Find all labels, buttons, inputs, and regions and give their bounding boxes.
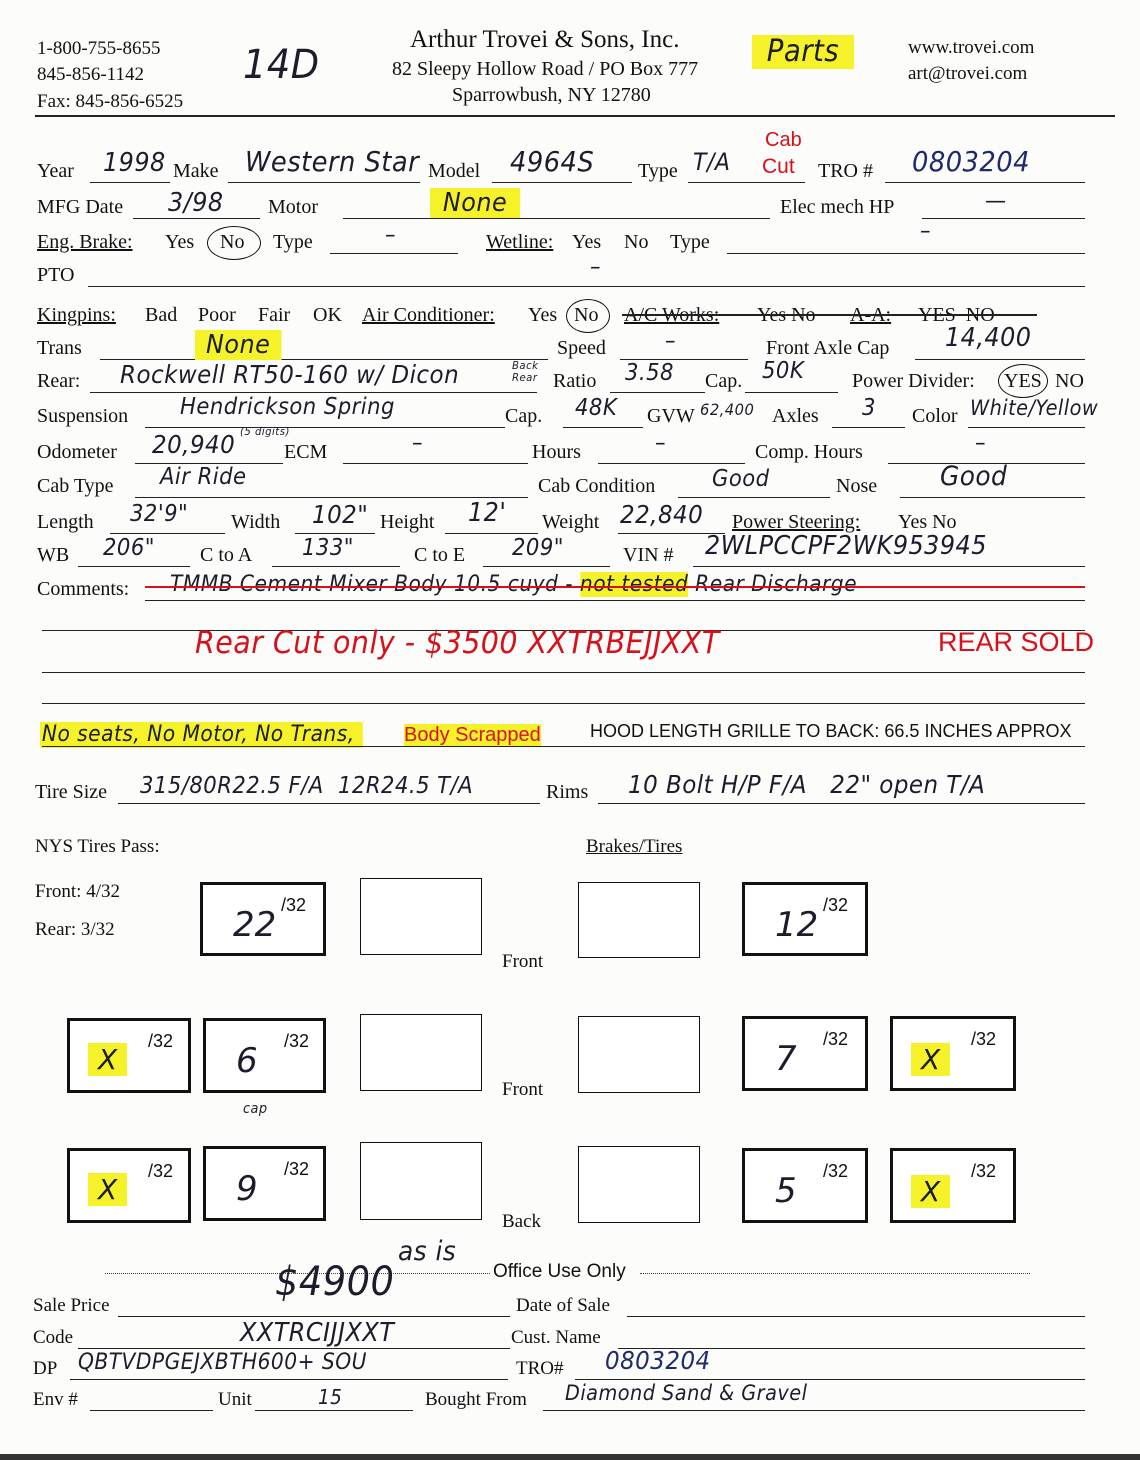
type-label: Type (638, 160, 678, 182)
code-value[interactable]: XXTRCIJJXXT (240, 1318, 395, 1348)
office-use-title: Office Use Only (493, 1261, 626, 1282)
model-label: Model (428, 160, 481, 182)
suspension-cap-line (563, 427, 643, 428)
weight-value[interactable]: 22,840 (620, 500, 704, 529)
aa-label: A-A: (850, 304, 892, 326)
comments-line-4 (42, 703, 1085, 704)
rear-cut-note[interactable]: Rear Cut only - $3500 XXTRBEJJXXT (195, 625, 720, 661)
wetline-type-line (727, 253, 1085, 254)
office-tro-label: TRO# (516, 1358, 564, 1379)
kingpins-poor[interactable]: Poor (198, 304, 236, 326)
rear-pass-spec: Rear: 3/32 (35, 919, 115, 940)
ecm-label: ECM (284, 441, 328, 463)
company-city: Sparrowbush, NY 12780 (452, 84, 651, 106)
air-conditioner-no[interactable]: No (574, 304, 599, 326)
type-line (688, 182, 805, 183)
rear-sold-note: REAR SOLD (938, 627, 1095, 657)
body-scrapped-highlight: Body Scrapped (404, 724, 541, 746)
power-steering-label: Power Steering: (732, 511, 861, 533)
tro-line (885, 182, 1085, 183)
suspension-label: Suspension (37, 405, 129, 427)
mfg-date-line (133, 218, 260, 219)
front-axle-label-1: Front (502, 951, 544, 972)
tread-value: 9 (236, 1169, 258, 1209)
front-axle-cap-value[interactable]: 14,400 (945, 323, 1032, 353)
office-tro-line (575, 1379, 1085, 1380)
elec-mech-hp-line (922, 218, 1085, 219)
dp-line (70, 1379, 508, 1380)
make-value[interactable]: Western Star (245, 145, 420, 178)
speed-value[interactable]: – (665, 328, 677, 354)
tread-value: 7 (775, 1039, 797, 1079)
brake-box[interactable] (360, 1014, 482, 1091)
c-to-e-value[interactable]: 209" (512, 535, 564, 561)
eng-brake-type-label: Type (273, 231, 313, 253)
env-line[interactable] (90, 1410, 213, 1411)
tro-label: TRO # (818, 160, 873, 182)
tread-value: X (911, 1043, 950, 1076)
make-line (228, 182, 420, 183)
category-parts: Parts (752, 35, 854, 69)
comments-struck-text[interactable] (170, 574, 857, 596)
fax: Fax: 845-856-6525 (37, 91, 184, 112)
vin-line (693, 566, 1085, 567)
color-label: Color (912, 405, 958, 427)
phone-1: 1-800-755-8655 (37, 38, 161, 59)
date-of-sale-label: Date of Sale (516, 1295, 610, 1316)
phone-2: 845-856-1142 (37, 64, 144, 85)
tread-value: X (911, 1175, 950, 1208)
type-value[interactable]: T/A (693, 148, 731, 176)
scan-bottom-edge (0, 1454, 1140, 1460)
power-divider-no[interactable]: NO (1055, 370, 1084, 392)
hours-label: Hours (532, 441, 581, 463)
c-to-e-label: C to E (414, 544, 466, 566)
tread-value: 12 (775, 905, 819, 945)
comments-struck-a: TMMB Cement Mixer Body 10.5 cuyd - (170, 572, 580, 597)
vin-label: VIN # (623, 544, 674, 566)
date-of-sale-line[interactable] (627, 1316, 1085, 1317)
height-line (445, 533, 538, 534)
model-line (492, 182, 632, 183)
wetline-label: Wetline: (486, 231, 554, 253)
hours-line (598, 463, 745, 464)
rims-label: Rims (546, 781, 589, 803)
dp-value[interactable]: QBTVDPGEJXBTH600+ SOU (78, 1350, 367, 1375)
nose-label: Nose (836, 475, 878, 497)
axles-line (832, 427, 905, 428)
axles-label: Axles (772, 405, 819, 427)
unit-line (255, 1410, 413, 1411)
front-axle-cap-line (915, 359, 1085, 360)
length-label: Length (37, 511, 94, 533)
gvw-label: GVW (647, 405, 695, 427)
front-axle-label-2: Front (502, 1079, 544, 1100)
bought-from-line (543, 1410, 1085, 1411)
comments-label: Comments: (37, 578, 130, 600)
ac-works-yes-no: Yes No (757, 304, 816, 326)
width-label: Width (231, 511, 281, 533)
per-32-label: /32 (281, 895, 307, 915)
unit-value[interactable]: 15 (318, 1385, 343, 1409)
c-to-a-line (272, 566, 400, 567)
brake-box[interactable] (578, 1016, 700, 1093)
cab-type-label: Cab Type (37, 475, 114, 497)
comments-line-1 (145, 600, 1085, 601)
eng-brake-label: Eng. Brake: (37, 231, 133, 253)
sale-price-line (118, 1316, 510, 1317)
ratio-line (610, 392, 705, 393)
code-label: Code (33, 1327, 74, 1348)
office-divider-right (640, 1273, 1030, 1274)
kingpins-ok[interactable]: OK (313, 304, 342, 326)
tire-box[interactable] (742, 882, 868, 956)
odometer-value[interactable]: 20,940 (152, 430, 236, 459)
wetline-yes[interactable]: Yes (572, 231, 602, 253)
width-value[interactable]: 102" (312, 500, 369, 529)
comments-red-strikethrough (145, 586, 1085, 588)
eng-brake-no[interactable]: No (220, 231, 245, 253)
hood-length-note: HOOD LENGTH GRILLE TO BACK: 66.5 INCHES APPROX (590, 721, 1072, 741)
per-32-label: /32 (148, 1161, 174, 1181)
bought-from-value[interactable]: Diamond Sand & Gravel (565, 1381, 808, 1405)
c-to-e-line (483, 566, 610, 567)
mfg-date-value[interactable]: 3/98 (168, 188, 224, 218)
per-32-label: /32 (284, 1159, 310, 1179)
cab-condition-line (678, 497, 830, 498)
per-32-label: /32 (971, 1161, 997, 1181)
aa-yes-no: YES NO (918, 304, 995, 326)
rims-value[interactable]: 10 Bolt H/P F/A 22" open T/A (628, 770, 986, 799)
ac-works-strikethrough (622, 314, 1037, 316)
vin-value[interactable]: 2WLPCCPF2WK953945 (705, 531, 987, 561)
tro-value[interactable]: 0803204 (912, 145, 1030, 178)
rear-cap-value[interactable]: 50K (762, 358, 805, 384)
c-to-a-value[interactable]: 133" (302, 535, 354, 561)
tire-box[interactable] (200, 882, 326, 956)
tread-value: X (88, 1173, 127, 1206)
ecm-value[interactable]: – (412, 430, 424, 456)
rims-line (598, 803, 1085, 804)
air-conditioner-label: Air Conditioner: (362, 304, 495, 326)
pto-label: PTO (37, 264, 75, 286)
elec-mech-hp-value[interactable]: — (985, 188, 1007, 214)
stock-number: 14D (243, 42, 320, 88)
axles-value[interactable]: 3 (862, 395, 876, 421)
air-conditioner-selected-circle (566, 299, 610, 333)
cab-cut-note-2: Cut (762, 155, 795, 178)
brake-box[interactable] (360, 1142, 482, 1220)
company-address: 82 Sleepy Hollow Road / PO Box 777 (392, 58, 699, 80)
sale-price-value[interactable]: $4900 (275, 1259, 395, 1305)
unit-label: Unit (218, 1389, 252, 1410)
power-divider-label: Power Divider: (852, 370, 975, 392)
email: art@trovei.com (908, 63, 1028, 84)
nose-value[interactable]: Good (940, 461, 1008, 492)
cap-note: cap (243, 1101, 268, 1117)
back-axle-label: Back (502, 1211, 542, 1232)
ratio-value[interactable]: 3.58 (625, 360, 674, 386)
tire-box[interactable] (742, 1016, 868, 1091)
power-divider-selected-circle (998, 364, 1048, 398)
bought-from-label: Bought From (425, 1389, 527, 1410)
sale-price-label: Sale Price (33, 1295, 110, 1316)
per-32-label: /32 (823, 1161, 849, 1181)
color-line (968, 427, 1085, 428)
hours-value[interactable]: – (655, 430, 667, 456)
year-line (90, 182, 170, 183)
header-divider (35, 115, 1115, 117)
tire-box[interactable] (890, 1148, 1016, 1223)
cust-name-label: Cust. Name (511, 1327, 601, 1348)
rear-note: Back Rear (512, 359, 539, 384)
rear-value[interactable]: Rockwell RT50-160 w/ Dicon (120, 360, 460, 389)
ratio-label: Ratio (553, 370, 597, 392)
tire-box[interactable] (203, 1146, 326, 1221)
tire-size-value[interactable]: 315/80R22.5 F/A 12R24.5 T/A (140, 773, 474, 799)
office-tro-value[interactable]: 0803204 (605, 1346, 711, 1375)
kingpins-bad[interactable]: Bad (145, 304, 178, 326)
front-axle-cap-label: Front Axle Cap (766, 337, 890, 359)
pto-value[interactable]: – (590, 254, 602, 280)
cab-cut-note-1: Cab (765, 129, 802, 151)
motor-line (343, 218, 770, 219)
gvw-value[interactable]: 62,400 (700, 400, 755, 419)
company-name: Arthur Trovei & Sons, Inc. (410, 26, 680, 53)
brake-box[interactable] (360, 878, 482, 955)
nose-line (900, 497, 1085, 498)
year-value[interactable]: 1998 (103, 148, 166, 178)
motor-label: Motor (268, 196, 318, 218)
cab-type-value[interactable]: Air Ride (160, 464, 247, 490)
kingpins-fair[interactable]: Fair (258, 304, 291, 326)
dp-label: DP (33, 1358, 58, 1379)
tire-box[interactable] (890, 1016, 1016, 1091)
power-divider-yes[interactable]: YES (1004, 370, 1042, 392)
pto-line (88, 286, 1085, 287)
motor-value[interactable]: None (430, 188, 520, 218)
width-line (295, 533, 375, 534)
as-is-note: as is (398, 1236, 457, 1267)
tread-value: 22 (233, 905, 277, 945)
c-to-a-label: C to A (200, 544, 253, 566)
suspension-value[interactable]: Hendrickson Spring (180, 394, 395, 420)
comp-hours-label: Comp. Hours (755, 441, 863, 463)
odometer-note: (5 digits) (240, 425, 290, 438)
weight-label: Weight (542, 511, 600, 533)
body-scrapped-note (404, 725, 541, 745)
tread-value: 6 (236, 1041, 258, 1081)
power-steering-yes-no[interactable]: Yes No (898, 511, 957, 533)
no-items-note[interactable]: No seats, No Motor, No Trans, (41, 722, 362, 747)
eng-brake-type-value[interactable]: – (385, 222, 397, 248)
wb-line (78, 566, 190, 567)
wetline-type-label: Type (670, 231, 710, 253)
brake-box[interactable] (578, 882, 700, 958)
rear-cap-line (745, 392, 838, 393)
model-value[interactable]: 4964S (510, 145, 595, 178)
eng-brake-type-line (330, 253, 458, 254)
per-32-label: /32 (823, 1029, 849, 1049)
comp-hours-value[interactable]: – (975, 430, 987, 456)
speed-label: Speed (557, 337, 606, 359)
cab-condition-label: Cab Condition (538, 475, 656, 497)
front-pass-spec: Front: 4/32 (35, 881, 120, 902)
mfg-date-label: MFG Date (37, 196, 124, 218)
ac-works-label: A/C Works: (624, 304, 720, 326)
eng-brake-selected-circle (207, 226, 261, 260)
tire-box[interactable] (67, 1148, 191, 1223)
comments-struck-highlight: not tested (579, 572, 689, 597)
tread-value: X (88, 1043, 127, 1076)
comments-line-5 (42, 746, 1085, 747)
ecm-line (343, 463, 528, 464)
color-value[interactable]: White/Yellow (970, 396, 1099, 420)
website: www.trovei.com (908, 37, 1035, 58)
tire-size-label: Tire Size (35, 781, 108, 803)
eng-brake-yes[interactable]: Yes (165, 231, 195, 253)
length-value[interactable]: 32'9" (130, 501, 189, 527)
trans-label: Trans (37, 337, 82, 359)
per-32-label: /32 (971, 1029, 997, 1049)
tire-box[interactable] (742, 1148, 868, 1223)
trans-value[interactable]: None (195, 330, 281, 360)
tire-size-line (118, 803, 540, 804)
height-value[interactable]: 12' (468, 498, 507, 528)
wb-value[interactable]: 206" (103, 535, 155, 561)
tread-value: 5 (775, 1171, 797, 1211)
per-32-label: /32 (284, 1031, 310, 1051)
height-label: Height (380, 511, 435, 533)
per-32-label: /32 (148, 1031, 174, 1051)
kingpins-label: Kingpins: (37, 304, 116, 326)
suspension-cap-label: Cap. (505, 405, 543, 427)
rear-cap-label: Cap. (705, 370, 743, 392)
comments-struck-c: Rear Discharge (688, 572, 858, 597)
tire-box[interactable] (67, 1018, 191, 1093)
make-label: Make (173, 160, 219, 182)
suspension-line (145, 427, 505, 428)
code-line (78, 1348, 510, 1349)
wetline-no[interactable]: No (624, 231, 649, 253)
length-line (110, 533, 225, 534)
comments-line-3 (42, 672, 1085, 673)
rear-line (90, 392, 537, 393)
cab-condition-value[interactable]: Good (712, 466, 770, 492)
tire-box[interactable] (203, 1018, 326, 1093)
wetline-type-value[interactable]: – (920, 218, 932, 244)
elec-mech-hp-label: Elec mech HP (780, 196, 895, 218)
air-conditioner-yes[interactable]: Yes (528, 304, 558, 326)
wb-label: WB (37, 544, 70, 566)
brakes-tires-label: Brakes/Tires (586, 836, 683, 857)
suspension-cap-value[interactable]: 48K (575, 395, 618, 421)
rear-label: Rear: (37, 370, 81, 392)
nys-tires-pass-label: NYS Tires Pass: (35, 836, 160, 857)
env-label: Env # (33, 1389, 78, 1410)
brake-box[interactable] (578, 1146, 700, 1223)
per-32-label: /32 (823, 895, 849, 915)
year-label: Year (37, 160, 74, 182)
odometer-label: Odometer (37, 441, 117, 463)
